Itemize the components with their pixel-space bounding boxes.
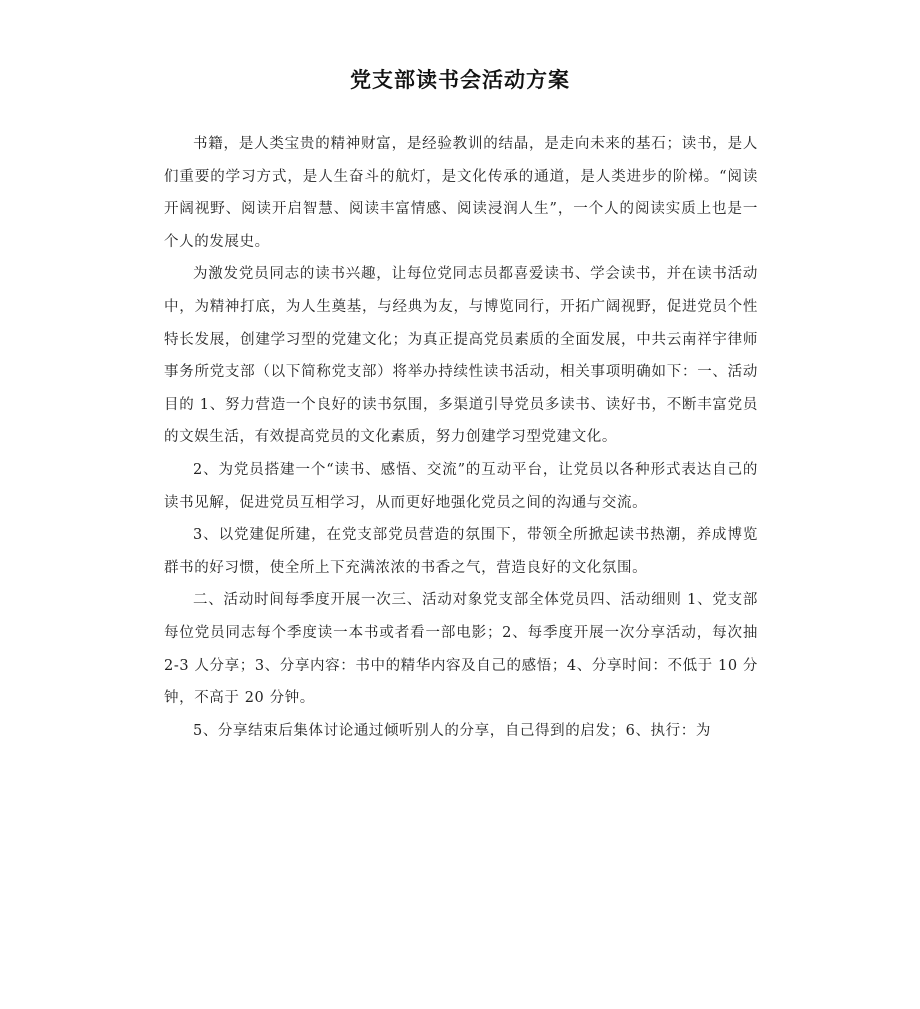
- paragraph-point-5: 5、分享结束后集体讨论通过倾听别人的分享，自己得到的启发；6、执行：为: [193, 722, 711, 739]
- paragraph-point-2: 2、为党员搭建一个“读书、感悟、交流”的互动平台，让党员以各种形式表达自己的读书见解，促进党员互相学习，从而更好地强化党员之间的沟通与交流。: [164, 461, 758, 511]
- paragraph-intro: 书籍，是人类宝贵的精神财富，是经验教训的结晶，是走向未来的基石；读书，是人们重要的学习方式，是人生奋斗的航灯，是文化传承的通道，是人类进步的阶梯。“阅读开阔视野、阅读开启智慧、阅读丰富情感、阅读浸润人生”，一个人的阅读实质上也是一个人的发展史。: [164, 136, 758, 250]
- document-body: [164, 128, 758, 747]
- paragraph-schedule: 二、活动时间每季度开展一次三、活动对象党支部全体党员四、活动细则 1、党支部每位党员同志每个季度读一本书或者看一部电影；2、每季度开展一次分享活动，每次抽 2-3 人分享；3、分享内容：书中的精华内容及自己的感悟；4、分享时间：不低于 10 分钟，不高于 20 分钟。: [164, 592, 758, 707]
- paragraph-purpose: 为激发党员同志的读书兴趣，让每位党同志员都喜爱读书、学会读书，并在读书活动中，为精神打底，为人生奠基，与经典为友，与博览同行，开拓广阔视野，促进党员个性特长发展，创建学习型的党建文化；为真正提高党员素质的全面发展，中共云南祥宇律师事务所党支部（以下简称党支部）将举办持续性读书活动，相关事项明确如下：一、活动目的 1、努力营造一个良好的读书氛围，多渠道引导党员多读书、读好书，不断丰富党员的文娱生活，有效提高党员的文化素质，努力创建学习型党建文化。: [164, 266, 758, 446]
- document-title: 党支部读书会活动方案: [350, 68, 570, 92]
- paragraph-point-3: 3、以党建促所建，在党支部党员营造的氛围下，带领全所掀起读书热潮，养成博览群书的好习惯，使全所上下充满浓浓的书香之气，营造良好的文化氛围。: [164, 527, 758, 576]
